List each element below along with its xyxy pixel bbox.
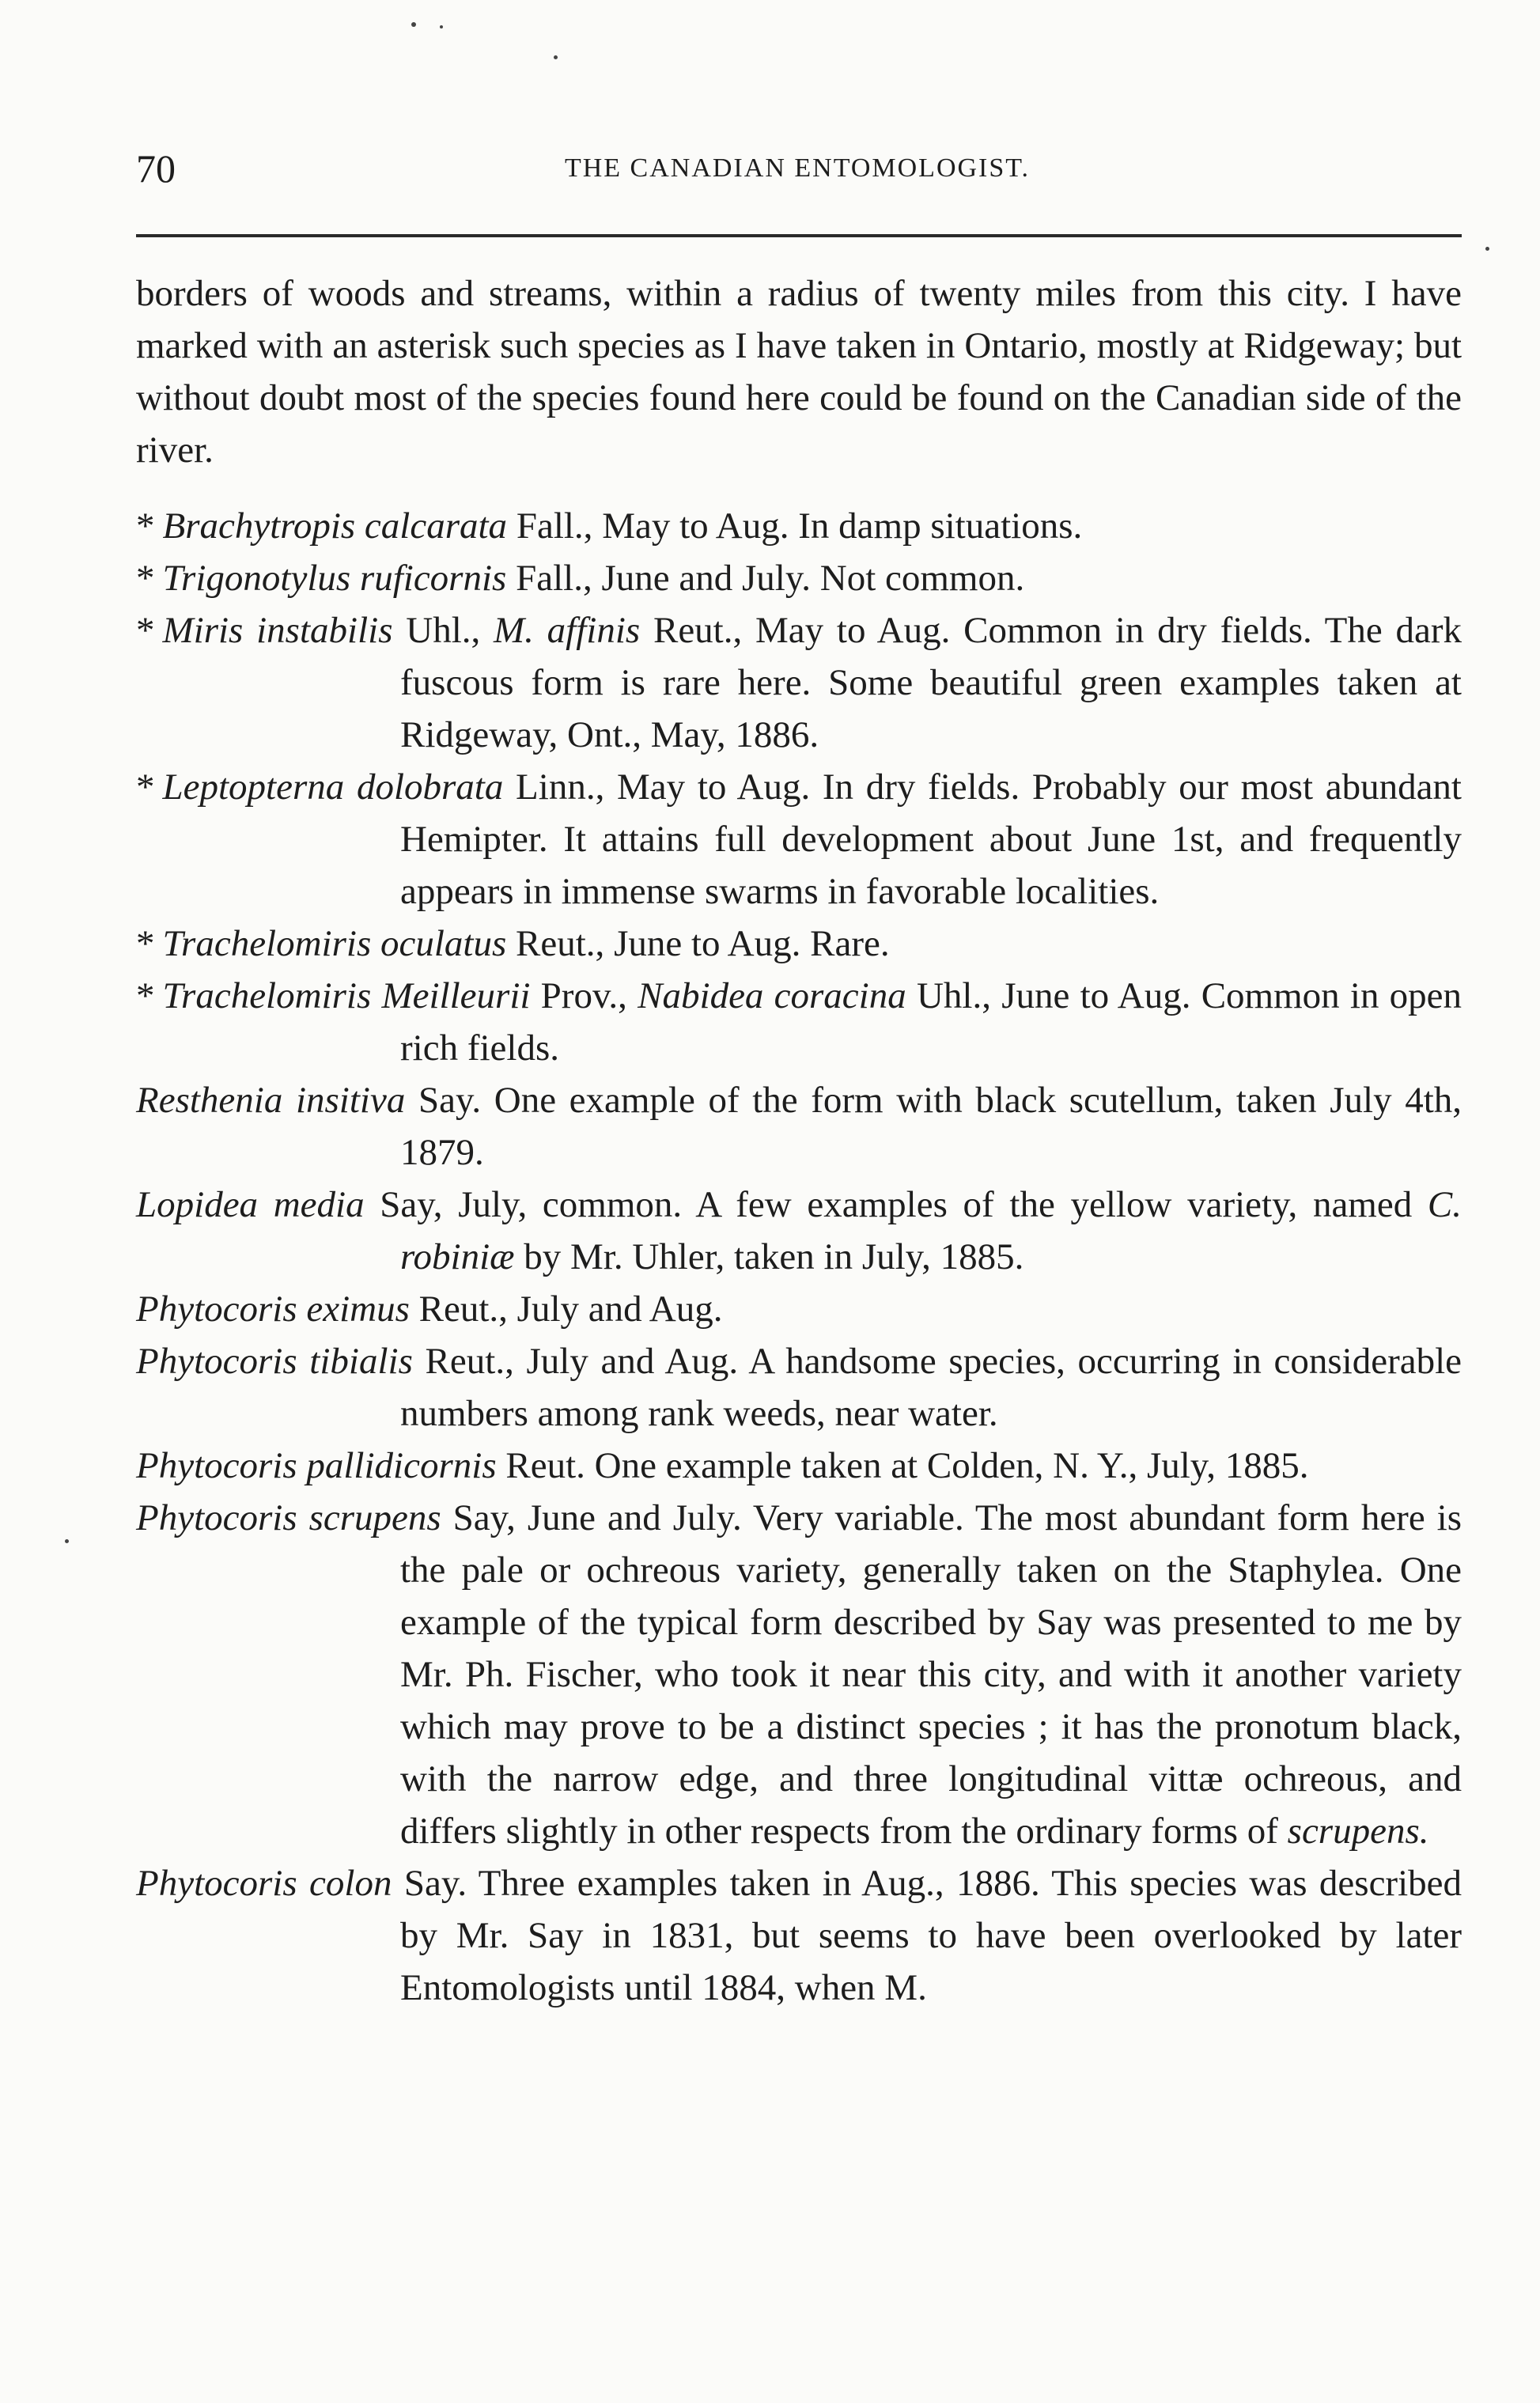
species-entry	[136, 1283, 1462, 1335]
species-notes: June and July. Not common.	[601, 558, 1025, 599]
print-speck	[554, 55, 558, 59]
intro-paragraph: borders of woods and streams, within a radius of twenty miles from this city. I have marked with an asterisk such species as I have taken in Ontario, mostly at Ridgeway; but without doubt most of the species found here could be found on the Canadian side of the river.	[136, 273, 1462, 471]
species-entry	[136, 604, 1462, 761]
species-entry	[136, 761, 1462, 918]
page-body	[136, 267, 1462, 2014]
species-name: Phytocoris colon	[136, 1863, 392, 1904]
species-epithet: scrupens.	[1287, 1811, 1429, 1852]
print-speck	[411, 22, 416, 27]
species-notes: May to Aug. Common in dry fields. The dark fuscous form is rare here. Some beautiful green examples taken at Ridgeway, Ont., May, 1886.	[400, 610, 1462, 755]
species-author: Reut.,	[516, 923, 605, 964]
asterisk-marker: *	[136, 923, 155, 964]
species-notes: July and Aug. A handsome species, occurring in considerable numbers among rank weeds, near water.	[400, 1341, 1462, 1434]
species-notes: June and July. Very variable. The most abundant form here is the pale or ochreous variety, generally taken on the Staphylea. One example of the typical form described by Say was presented to me by Mr. Ph. Fischer, who took it near this city, and with it another variety which may prove to be a distinct species ; it has the pronotum black, with the narrow edge, and three longitudinal vittæ ochreous, and differs slightly in other respects from the ordinary forms of	[400, 1497, 1462, 1852]
species-author: Prov.,	[540, 975, 627, 1016]
species-entry	[136, 1179, 1462, 1283]
species-entry	[136, 500, 1462, 552]
species-notes: June to Aug. Common in open rich fields.	[400, 975, 1462, 1069]
species-name: Trachelomiris Meilleurii	[162, 975, 531, 1016]
print-speck	[1485, 247, 1489, 251]
species-name: Miris instabilis	[162, 610, 393, 651]
variety-name: C. robiniæ	[400, 1184, 1462, 1277]
species-notes: May to Aug. In dry fields. Probably our most abundant Hemipter. It attains full development about June 1st, and frequently appears in immense swarms in favorable localities.	[400, 766, 1462, 912]
synonym-author: Uhl.,	[916, 975, 991, 1016]
species-name: Phytocoris scrupens	[136, 1497, 441, 1538]
species-notes: July, common. A few examples of the yellow variety, named	[458, 1184, 1413, 1225]
print-speck	[65, 1539, 69, 1543]
species-name: Brachytropis calcarata	[162, 505, 508, 547]
running-title: THE CANADIAN ENTOMOLOGIST.	[564, 153, 1031, 183]
species-entry	[136, 1857, 1462, 2014]
species-name: Leptopterna dolobrata	[162, 766, 504, 808]
asterisk-marker: *	[136, 558, 155, 599]
species-notes: July and Aug.	[516, 1289, 723, 1330]
species-entry	[136, 1440, 1462, 1492]
page-number: 70	[136, 146, 176, 191]
species-notes: One example taken at Colden, N. Y., July, 1885.	[594, 1445, 1309, 1486]
species-author: Say.	[403, 1863, 467, 1904]
species-name: Phytocoris tibialis	[136, 1341, 413, 1382]
species-author: Reut.,	[425, 1341, 514, 1382]
page-header	[133, 141, 1462, 196]
species-name: Phytocoris pallidicornis	[136, 1445, 497, 1486]
species-notes: One example of the form with black scutellum, taken July 4th, 1879.	[400, 1080, 1462, 1173]
species-entry	[136, 970, 1462, 1074]
synonym-name: M. affinis	[494, 610, 641, 651]
asterisk-marker: *	[136, 975, 155, 1016]
species-author: Fall.,	[516, 558, 592, 599]
asterisk-marker: *	[136, 766, 155, 808]
species-author: Uhl.,	[406, 610, 481, 651]
species-notes: Three examples taken in Aug., 1886. This species was described by Mr. Say in 1831, but seems to have been overlooked by later Entomologists until 1884, when M.	[400, 1863, 1462, 2008]
print-speck	[440, 25, 443, 28]
species-notes: May to Aug. In damp situations.	[602, 505, 1083, 547]
species-notes-continued: by Mr. Uhler, taken in July, 1885.	[524, 1236, 1024, 1277]
species-name: Lopidea media	[136, 1184, 365, 1225]
species-author: Fall.,	[516, 505, 593, 547]
species-author: Reut.	[505, 1445, 585, 1486]
synonym-name: Nabidea coracina	[638, 975, 906, 1016]
species-notes: June to Aug. Rare.	[614, 923, 890, 964]
species-name: Trigonotylus ruficornis	[162, 558, 507, 599]
asterisk-marker: *	[136, 505, 155, 547]
species-author: Say,	[380, 1184, 443, 1225]
species-entry	[136, 1492, 1462, 1857]
synonym-author: Reut.,	[653, 610, 743, 651]
species-name: Phytocoris eximus	[136, 1289, 410, 1330]
species-entry	[136, 552, 1462, 604]
species-author: Say,	[452, 1497, 516, 1538]
header-rule	[136, 234, 1462, 237]
species-name: Resthenia insitiva	[136, 1080, 406, 1121]
species-name: Trachelomiris oculatus	[162, 923, 507, 964]
species-entry	[136, 1074, 1462, 1179]
species-author: Linn.,	[516, 766, 605, 808]
species-author: Reut.,	[418, 1289, 508, 1330]
asterisk-marker: *	[136, 610, 155, 651]
species-author: Say.	[418, 1080, 482, 1121]
species-entry	[136, 1335, 1462, 1440]
species-entry	[136, 918, 1462, 970]
